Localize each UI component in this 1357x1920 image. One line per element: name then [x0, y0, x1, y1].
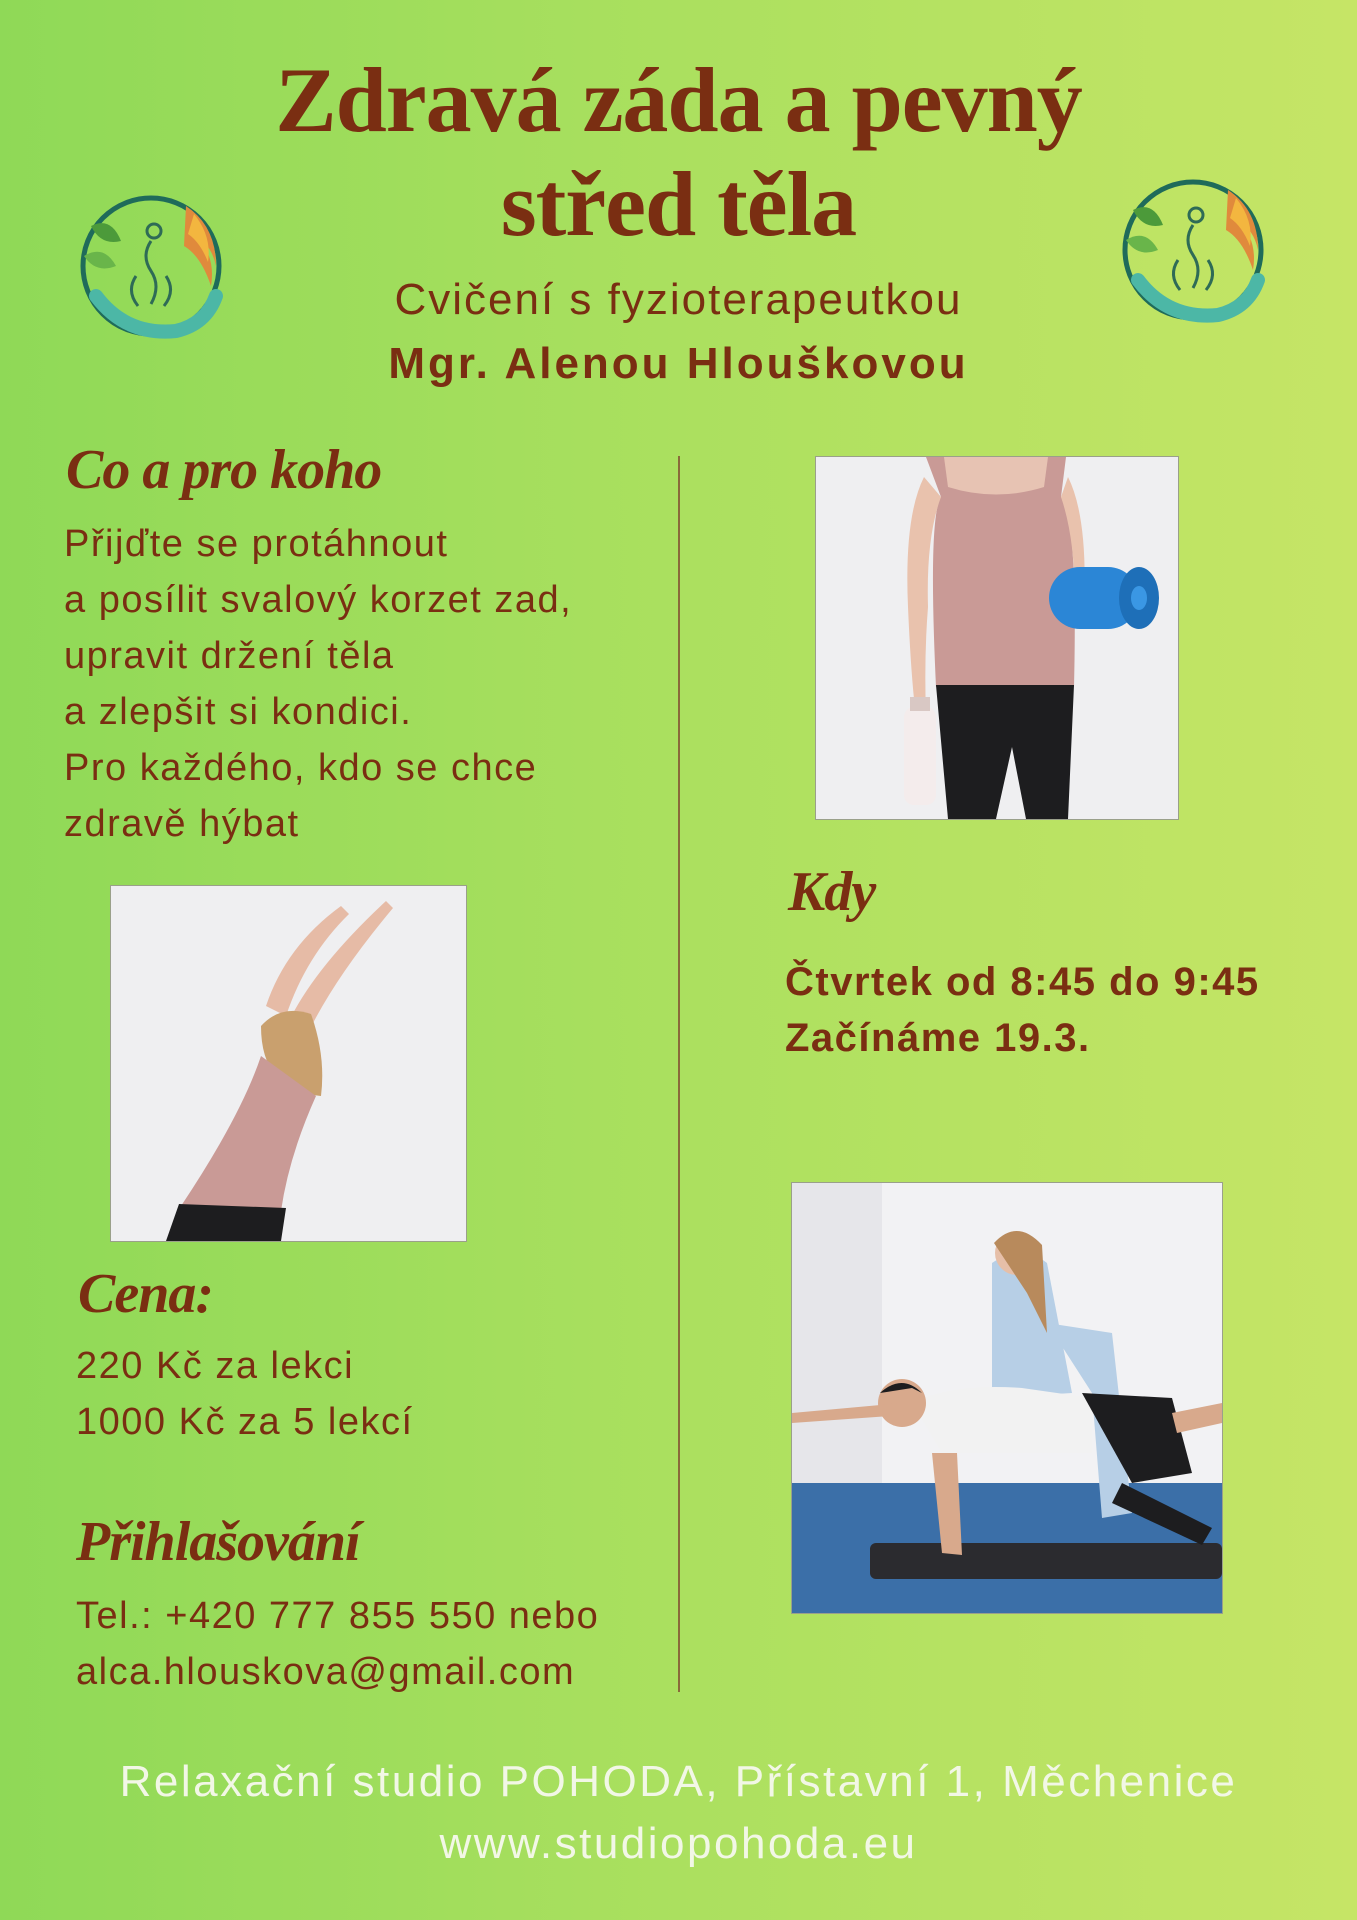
title-line-2: střed těla [500, 153, 857, 255]
column-divider [678, 456, 680, 1692]
instructor-name: Mgr. Alenou Hlouškovou [388, 339, 969, 388]
woman-side-stretch-photo [110, 885, 467, 1242]
section-body-kdy [785, 954, 1260, 1066]
schedule-line: Čtvrtek od 8:45 do 9:45 [785, 960, 1260, 1004]
woman-with-yoga-mat-photo [815, 456, 1179, 820]
text-line: Pro každého, kdo se chce [64, 747, 538, 789]
studio-address: Relaxační studio POHODA, Přístavní 1, Měchenice [119, 1757, 1238, 1806]
text-line: zdravě hýbat [64, 803, 300, 845]
text-line: a zlepšit si kondici. [64, 691, 413, 733]
section-body-prihlasovani [76, 1588, 599, 1700]
studio-website-link[interactable]: www.studiopohoda.eu [439, 1819, 918, 1868]
section-heading-cena: Cena: [78, 1263, 213, 1325]
section-body-cena [76, 1338, 414, 1450]
physiotherapist-assisting-exercise-photo [791, 1182, 1223, 1614]
email-line: alca.hlouskova@gmail.com [76, 1651, 576, 1693]
text-line: upravit držení těla [64, 635, 395, 677]
text-line: Přijďte se protáhnout [64, 523, 449, 565]
phone-line: Tel.: +420 777 855 550 nebo [76, 1595, 600, 1637]
text-line: a posílit svalový korzet zad, [64, 579, 573, 621]
price-line: 220 Kč za lekci [76, 1345, 355, 1387]
subtitle-line-1: Cvičení s fyzioterapeutkou [394, 275, 963, 324]
section-heading-co: Co a pro koho [66, 439, 382, 501]
section-heading-kdy: Kdy [788, 861, 876, 923]
title-line-1: Zdravá záda a pevný [275, 49, 1082, 151]
start-date-line: Začínáme 19.3. [785, 1016, 1091, 1060]
section-heading-prihlasovani: Přihlašování [76, 1511, 360, 1573]
price-line: 1000 Kč za 5 lekcí [76, 1401, 414, 1443]
section-body-co [64, 516, 572, 852]
subtitle [0, 272, 1357, 392]
footer [0, 1751, 1357, 1875]
